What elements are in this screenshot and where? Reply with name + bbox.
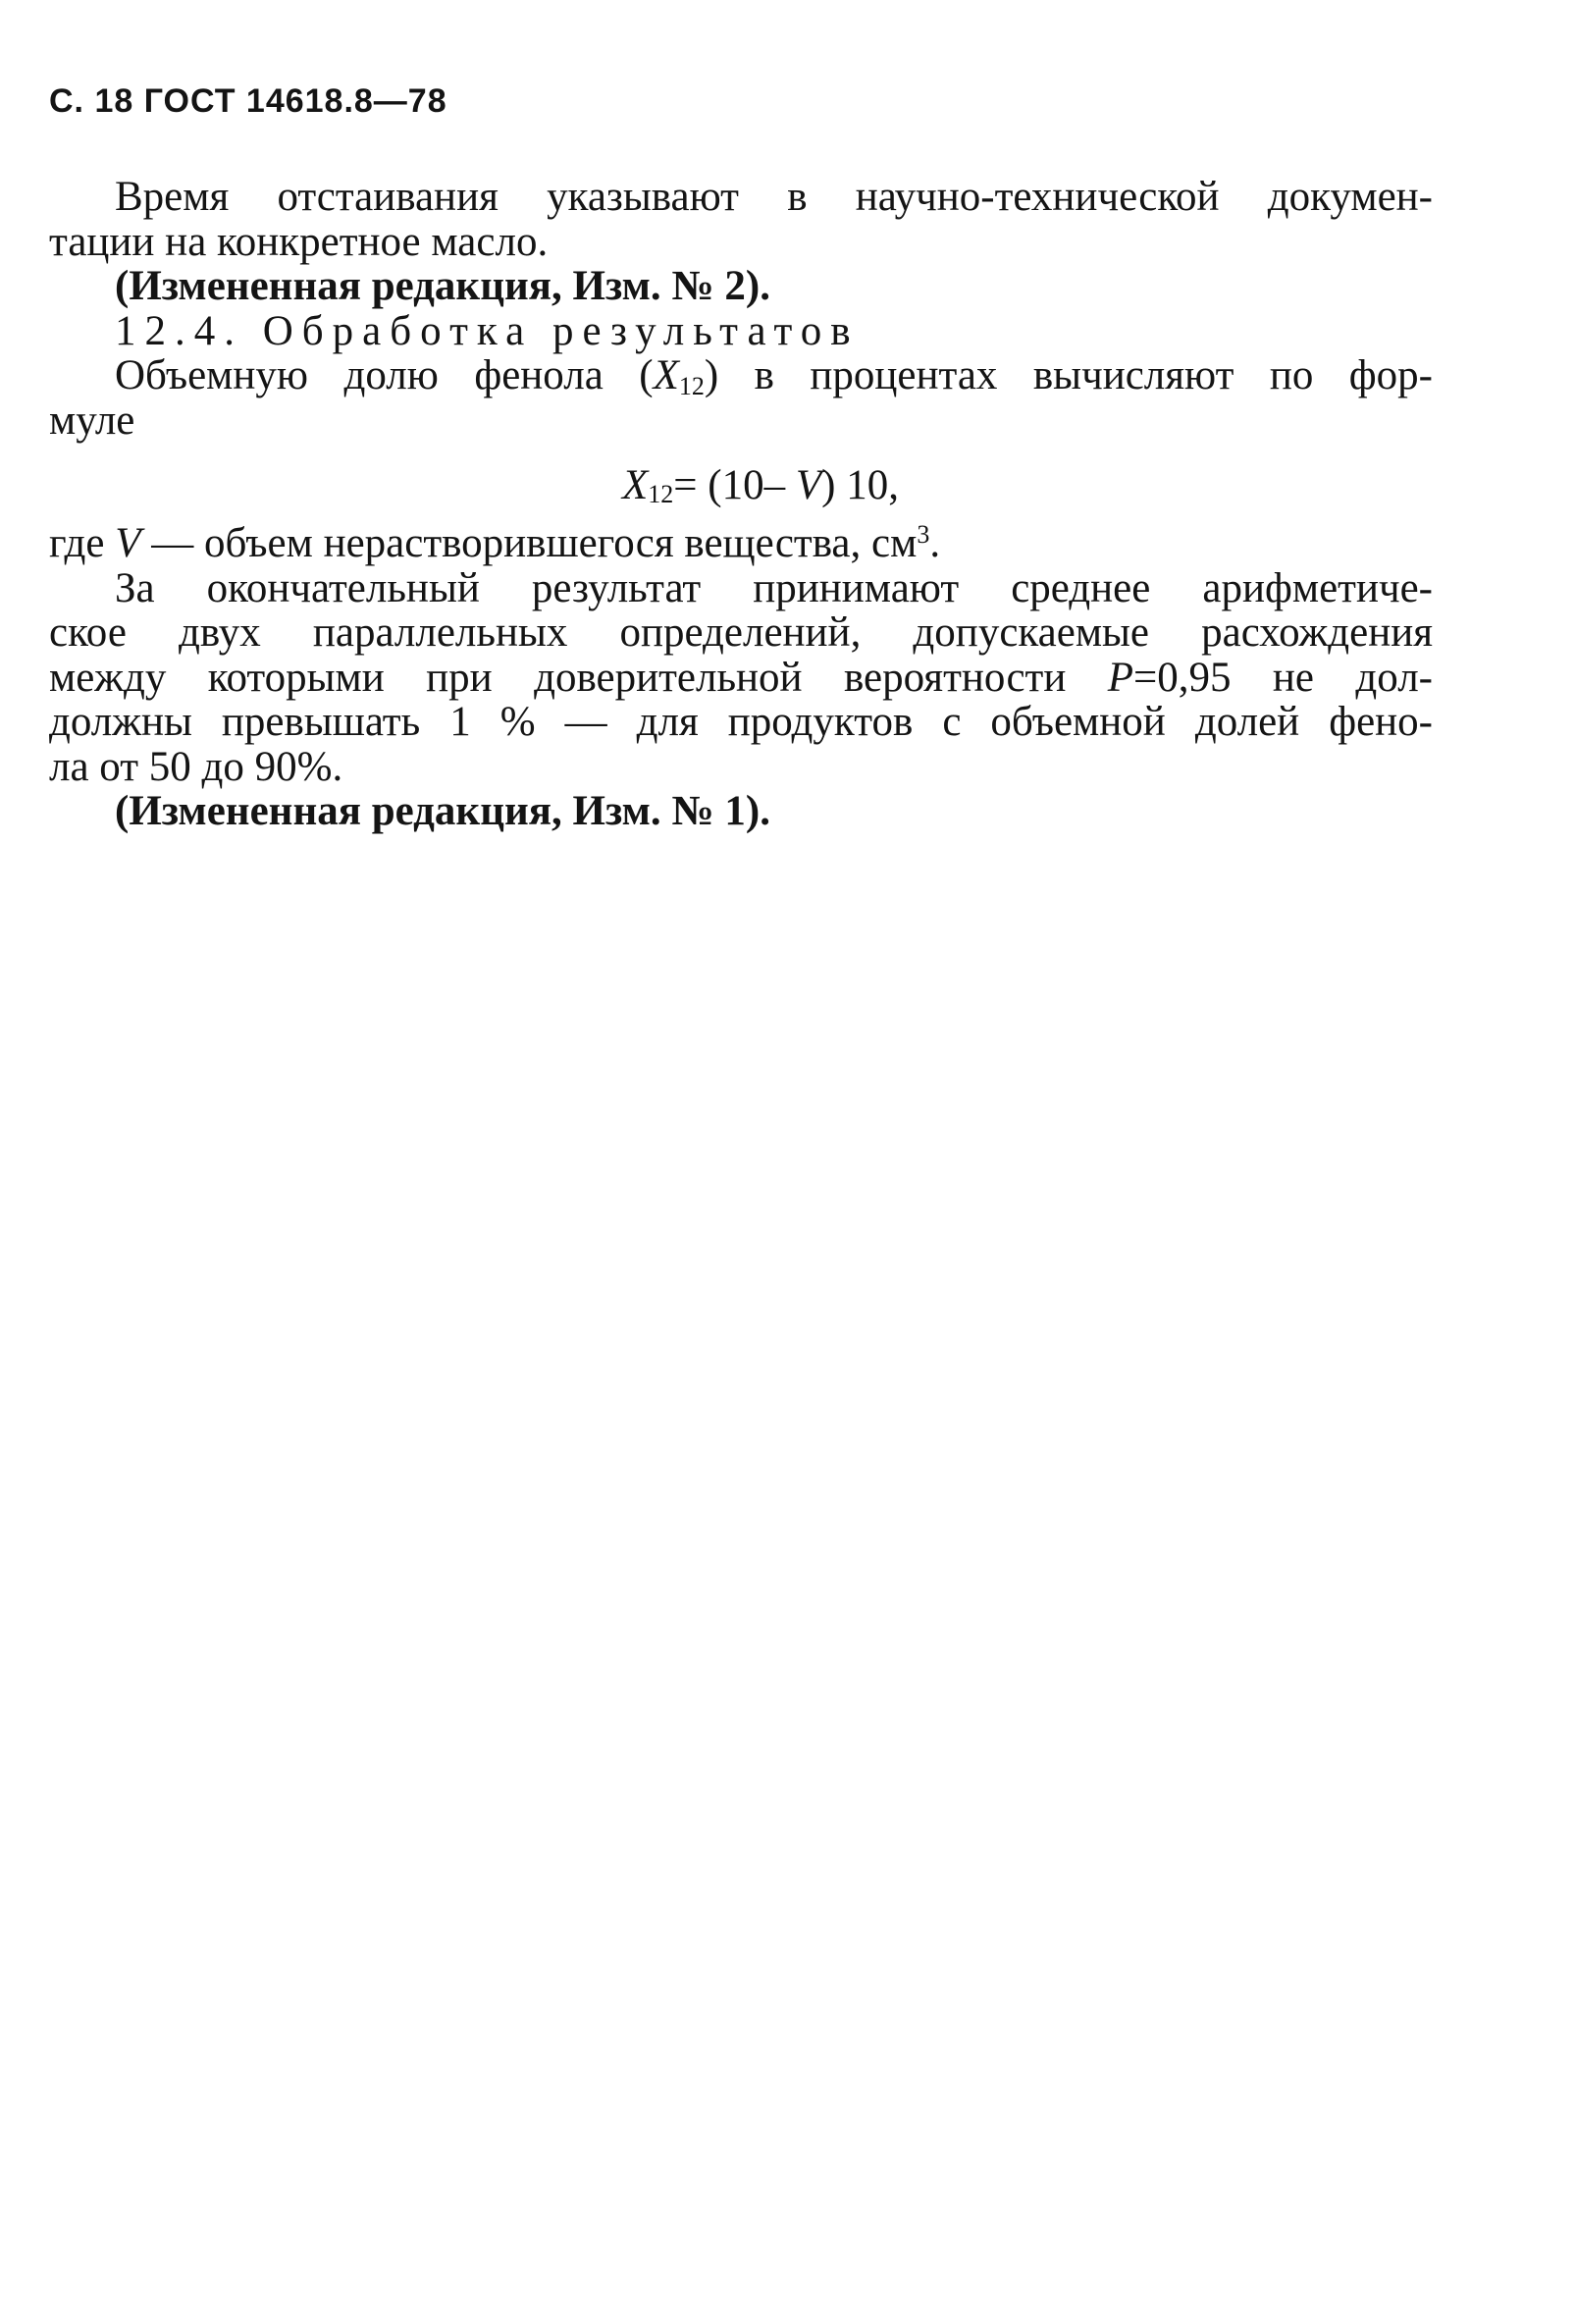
paragraph-line: ла от 50 до 90%. (49, 743, 343, 790)
amendment-note: (Измененная редакция, Изм. № 1). (115, 788, 770, 834)
formula: $X_{12}= (10-$ V) 10, (622, 462, 899, 508)
amendment-note: (Измененная редакция, Изм. № 2). (115, 263, 770, 309)
paragraph-line: Время отстаивания указывают в научно-технической докумен- (115, 174, 1433, 220)
body-text (49, 175, 1433, 834)
paragraph-line: тации на конкретное масло. (49, 218, 549, 265)
paragraph-line: Объемную долю фенола $(X_{12})$ в процентах вычисляют по фор- (115, 352, 1433, 400)
paragraph-line: За окончательный результат принимают среднее арифметиче- (115, 564, 1433, 611)
running-head: С. 18 ГОСТ 14618.8—78 (49, 82, 447, 120)
where-clause: где V — объем нерастворившегося вещества, $см^3$. (49, 520, 941, 566)
paragraph-line: должны превышать 1 % — для продуктов с объемной долей фено- (49, 699, 1433, 745)
paragraph-line: муле (49, 396, 135, 444)
paragraph-line: между которыми при доверительной вероятности P=0,95 не дол- (49, 654, 1433, 701)
section-title: 12.4. Обработка результатов (115, 307, 860, 354)
paragraph-line: ское двух параллельных определений, допускаемые расхождения (49, 609, 1433, 656)
